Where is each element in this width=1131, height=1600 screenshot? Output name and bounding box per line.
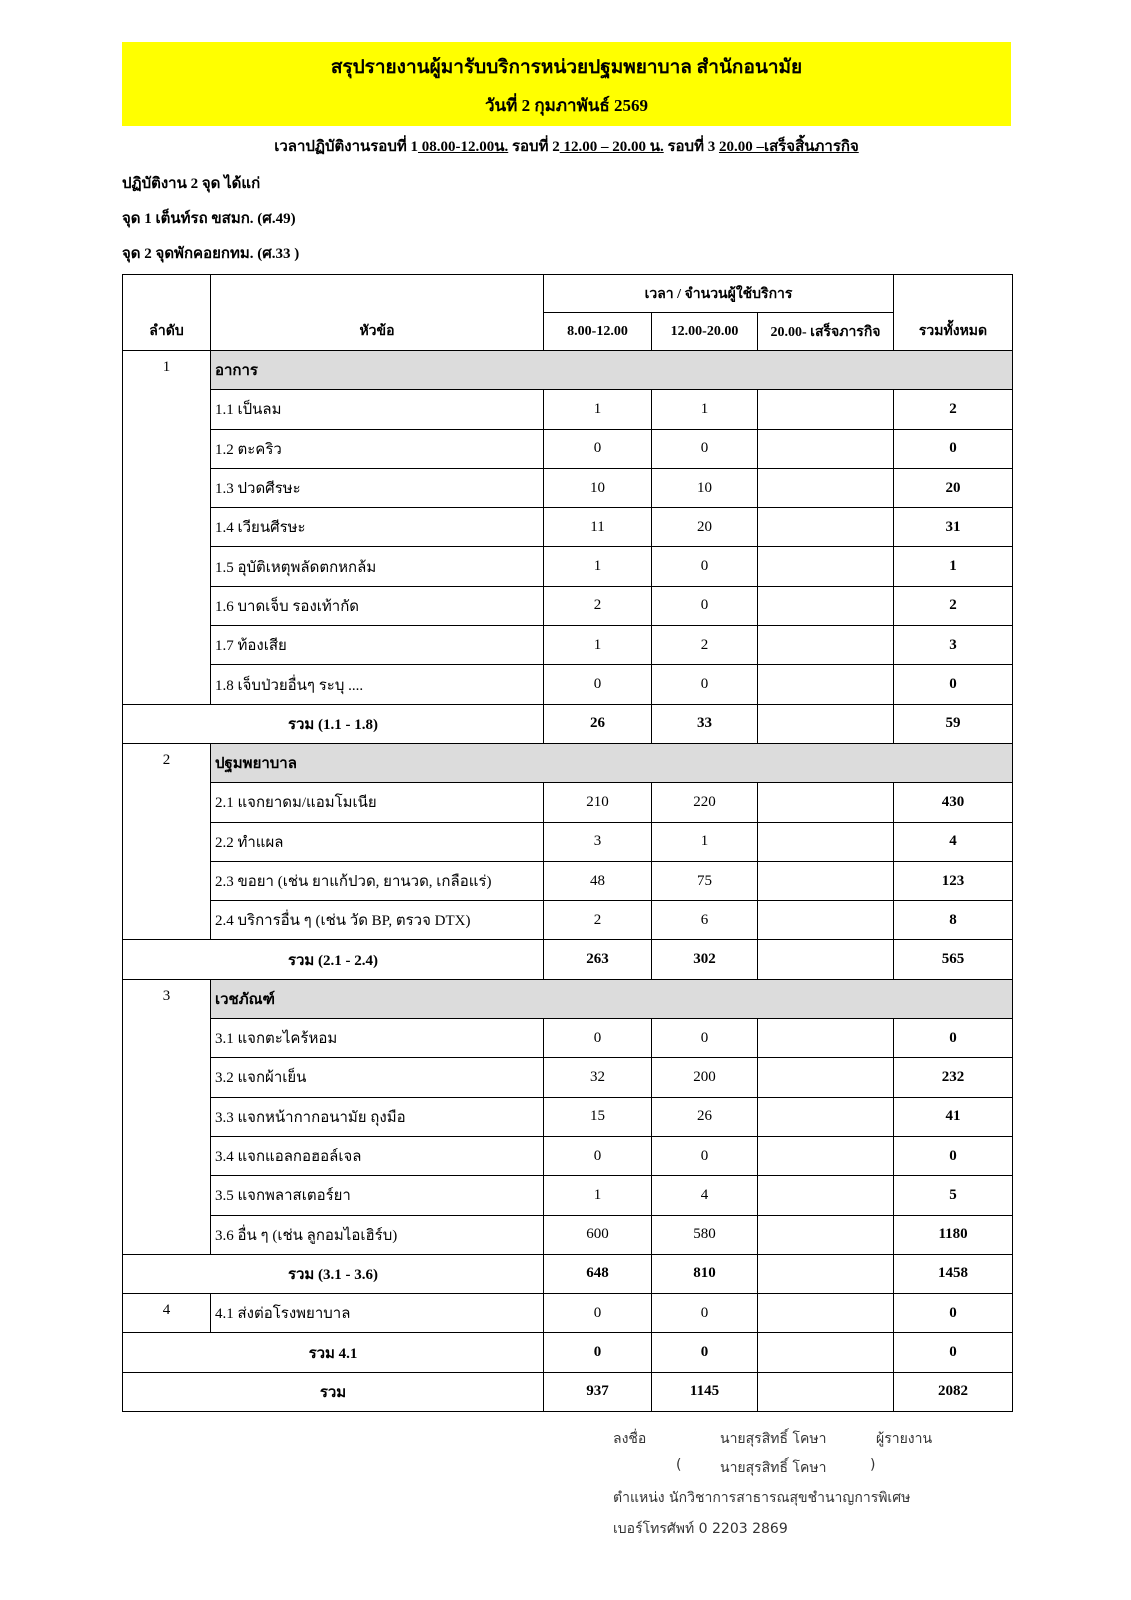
section-header-row: [123, 743, 1013, 782]
point-2: จุด 2 จุดพักคอยกทม. (ศ.33 ): [122, 246, 300, 262]
title-banner: [122, 42, 1011, 126]
shift-times: [122, 134, 1011, 158]
subtotal-row: [123, 940, 1013, 979]
item-label: 2.2 ทำแผล: [211, 822, 544, 861]
sign-label: ลงชื่อ: [613, 1431, 647, 1447]
value-t3: [758, 1176, 894, 1215]
value-t2: 26: [652, 1097, 758, 1136]
value-total: 20: [894, 468, 1013, 507]
value-t1: 10: [544, 468, 652, 507]
value-t1: 15: [544, 1097, 652, 1136]
subtotal-t1: 0: [544, 1333, 652, 1372]
table-row: [123, 861, 1013, 900]
subtotal-row: [123, 704, 1013, 743]
table-row: [123, 783, 1013, 822]
value-t1: 0: [544, 1294, 652, 1333]
subtotal-label: รวม (2.1 - 2.4): [123, 940, 544, 979]
value-t3: [758, 1019, 894, 1058]
value-t2: 0: [652, 1019, 758, 1058]
value-t2: 4: [652, 1176, 758, 1215]
table-row: [123, 1097, 1013, 1136]
item-label: 1.2 ตะคริว: [211, 429, 544, 468]
subtotal-t3: [758, 1254, 894, 1293]
signer-role: ผู้รายงาน: [876, 1431, 933, 1447]
value-total: 0: [894, 1136, 1013, 1175]
value-t1: 11: [544, 508, 652, 547]
table-row: [123, 901, 1013, 940]
section-title: เวชภัณฑ์: [211, 979, 1013, 1018]
value-t1: 0: [544, 1019, 652, 1058]
subtotal-total: 1458: [894, 1254, 1013, 1293]
table-row: [123, 1058, 1013, 1097]
value-t3: [758, 861, 894, 900]
section-number: 2: [123, 743, 211, 939]
value-t2: 20: [652, 508, 758, 547]
value-t3: [758, 901, 894, 940]
subtotal-total: 0: [894, 1333, 1013, 1372]
shift-1-label: เวลาปฏิบัติงานรอบที่ 1: [274, 139, 418, 155]
subtotal-t3: [758, 940, 894, 979]
grand-total-t1: 937: [544, 1372, 652, 1411]
value-t3: [758, 586, 894, 625]
section-title: ปฐมพยาบาล: [211, 743, 1013, 782]
subtotal-t2: 0: [652, 1333, 758, 1372]
col-t2-header: 12.00-20.00: [652, 313, 758, 351]
grand-total-value: 2082: [894, 1372, 1013, 1411]
subtotal-label: รวม (1.1 - 1.8): [123, 704, 544, 743]
subtotal-total: 59: [894, 704, 1013, 743]
grand-total-row: [123, 1372, 1013, 1411]
section-header-row: [123, 351, 1013, 390]
value-t1: 1: [544, 1176, 652, 1215]
value-t3: [758, 547, 894, 586]
value-t2: 10: [652, 468, 758, 507]
value-t1: 210: [544, 783, 652, 822]
item-label: 3.3 แจกหน้ากากอนามัย ถุงมือ: [211, 1097, 544, 1136]
subtotal-t2: 810: [652, 1254, 758, 1293]
value-t2: 0: [652, 429, 758, 468]
value-t1: 48: [544, 861, 652, 900]
value-t1: 32: [544, 1058, 652, 1097]
shift-3-time: 20.00 –เสร็จสิ้นภารกิจ: [718, 139, 859, 155]
value-t3: [758, 665, 894, 704]
value-t1: 2: [544, 586, 652, 625]
value-t3: [758, 468, 894, 507]
subtotal-t2: 302: [652, 940, 758, 979]
value-t3: [758, 822, 894, 861]
shift-2-label: รอบที่ 2: [508, 139, 560, 155]
shift-1-time: 08.00-12.00น.: [417, 139, 509, 155]
signer-phone: เบอร์โทรศัพท์ 0 2203 2869: [613, 1521, 788, 1537]
grand-total-t2: 1145: [652, 1372, 758, 1411]
value-t1: 0: [544, 1136, 652, 1175]
table-row: [123, 429, 1013, 468]
value-t3: [758, 1136, 894, 1175]
table-row: [123, 822, 1013, 861]
section-number: 3: [123, 979, 211, 1254]
value-t3: [758, 429, 894, 468]
item-label: 1.3 ปวดศีรษะ: [211, 468, 544, 507]
value-t3: [758, 390, 894, 429]
col-time-group-header: เวลา / จำนวนผู้ใช้บริการ: [544, 275, 894, 313]
subtotal-total: 565: [894, 940, 1013, 979]
value-total: 0: [894, 1019, 1013, 1058]
subtotal-t2: 33: [652, 704, 758, 743]
subtotal-t3: [758, 1333, 894, 1372]
section-number: 4: [123, 1294, 211, 1333]
value-t1: 1: [544, 390, 652, 429]
points-intro: ปฏิบัติงาน 2 จุด ได้แก่: [122, 176, 261, 192]
value-total: 1180: [894, 1215, 1013, 1254]
table-row: [123, 665, 1013, 704]
item-label: 2.3 ขอยา (เช่น ยาแก้ปวด, ยานวด, เกลือแร่): [211, 861, 544, 900]
table-row: [123, 1176, 1013, 1215]
value-t2: 1: [652, 390, 758, 429]
table-row: [123, 586, 1013, 625]
report-title: สรุปรายงานผู้มารับบริการหน่วยปฐมพยาบาล สำนักอนามัย: [330, 57, 803, 78]
value-t1: 1: [544, 547, 652, 586]
value-t2: 220: [652, 783, 758, 822]
table-row: [123, 508, 1013, 547]
value-t3: [758, 1294, 894, 1333]
col-t3-header: 20.00- เสร็จภารกิจ: [758, 313, 894, 351]
col-t1-header: 8.00-12.00: [544, 313, 652, 351]
section-header-row: [123, 979, 1013, 1018]
grand-total-t3: [758, 1372, 894, 1411]
item-label: 3.2 แจกผ้าเย็น: [211, 1058, 544, 1097]
value-total: 123: [894, 861, 1013, 900]
subtotal-t1: 263: [544, 940, 652, 979]
col-seq-header: ลำดับ: [123, 275, 211, 351]
value-t2: 6: [652, 901, 758, 940]
shift-3-label: รอบที่ 3: [663, 139, 719, 155]
table-row: [123, 390, 1013, 429]
value-total: 2: [894, 390, 1013, 429]
value-t1: 0: [544, 429, 652, 468]
table-row: [123, 626, 1013, 665]
subtotal-label: รวม (3.1 - 3.6): [123, 1254, 544, 1293]
value-t2: 0: [652, 1136, 758, 1175]
item-label: 1.7 ท้องเสีย: [211, 626, 544, 665]
table-row: [123, 547, 1013, 586]
col-total-header: รวมทั้งหมด: [894, 275, 1013, 351]
table-row: [123, 468, 1013, 507]
item-label: 2.4 บริการอื่น ๆ (เช่น วัด BP, ตรวจ DTX): [211, 901, 544, 940]
value-t2: 0: [652, 586, 758, 625]
section-title: อาการ: [211, 351, 1013, 390]
value-total: 2: [894, 586, 1013, 625]
value-total: 5: [894, 1176, 1013, 1215]
signer-name: นายสุรสิทธิ์ โคษา: [720, 1431, 827, 1447]
value-t3: [758, 1215, 894, 1254]
open-paren: (: [676, 1457, 682, 1473]
value-t2: 75: [652, 861, 758, 900]
subtotal-t3: [758, 704, 894, 743]
value-total: 232: [894, 1058, 1013, 1097]
value-t3: [758, 783, 894, 822]
section-number: 1: [123, 351, 211, 705]
value-total: 0: [894, 429, 1013, 468]
value-t1: 1: [544, 626, 652, 665]
item-label: 1.4 เวียนศีรษะ: [211, 508, 544, 547]
value-t1: 0: [544, 665, 652, 704]
col-topic-header: หัวข้อ: [211, 275, 544, 351]
value-t3: [758, 626, 894, 665]
signer-position: ตำแหน่ง นักวิชาการสาธารณสุขชำนาญการพิเศษ: [613, 1490, 911, 1506]
item-label: 2.1 แจกยาดม/แอมโมเนีย: [211, 783, 544, 822]
value-total: 0: [894, 665, 1013, 704]
value-total: 8: [894, 901, 1013, 940]
subtotal-label: รวม 4.1: [123, 1333, 544, 1372]
value-t2: 0: [652, 1294, 758, 1333]
subtotal-row: [123, 1333, 1013, 1372]
item-label: 3.1 แจกตะไคร้หอม: [211, 1019, 544, 1058]
table-row: [123, 1019, 1013, 1058]
value-t3: [758, 508, 894, 547]
value-t2: 1: [652, 822, 758, 861]
item-label: 1.1 เป็นลม: [211, 390, 544, 429]
value-total: 1: [894, 547, 1013, 586]
subtotal-t1: 648: [544, 1254, 652, 1293]
value-total: 41: [894, 1097, 1013, 1136]
table-row: [123, 1294, 1013, 1333]
value-t2: 580: [652, 1215, 758, 1254]
subtotal-row: [123, 1254, 1013, 1293]
report-date: วันที่ 2 กุมภาพันธ์ 2569: [484, 96, 649, 115]
item-label: 1.8 เจ็บป่วยอื่นๆ ระบุ ....: [211, 665, 544, 704]
value-total: 3: [894, 626, 1013, 665]
close-paren: ): [870, 1457, 876, 1473]
value-t3: [758, 1058, 894, 1097]
item-label: 1.6 บาดเจ็บ รองเท้ากัด: [211, 586, 544, 625]
value-total: 0: [894, 1294, 1013, 1333]
item-label: 3.5 แจกพลาสเตอร์ยา: [211, 1176, 544, 1215]
signer-name-print: นายสุรสิทธิ์ โคษา: [720, 1460, 827, 1476]
value-total: 4: [894, 822, 1013, 861]
value-t2: 200: [652, 1058, 758, 1097]
grand-total-label: รวม: [123, 1372, 544, 1411]
item-label: 1.5 อุบัติเหตุพลัดตกหกล้ม: [211, 547, 544, 586]
subtotal-t1: 26: [544, 704, 652, 743]
value-t2: 0: [652, 547, 758, 586]
value-t2: 0: [652, 665, 758, 704]
value-total: 430: [894, 783, 1013, 822]
value-t1: 3: [544, 822, 652, 861]
point-1: จุด 1 เต็นท์รถ ขสมก. (ศ.49): [122, 211, 296, 227]
item-label: 3.4 แจกแอลกอฮอล์เจล: [211, 1136, 544, 1175]
value-total: 31: [894, 508, 1013, 547]
value-t3: [758, 1097, 894, 1136]
table-row: [123, 1136, 1013, 1175]
item-label: 4.1 ส่งต่อโรงพยาบาล: [211, 1294, 544, 1333]
table-row: [123, 1215, 1013, 1254]
service-table: [122, 274, 1013, 1412]
value-t2: 2: [652, 626, 758, 665]
value-t1: 2: [544, 901, 652, 940]
item-label: 3.6 อื่น ๆ (เช่น ลูกอมไอเฮิร์บ): [211, 1215, 544, 1254]
value-t1: 600: [544, 1215, 652, 1254]
shift-2-time: 12.00 – 20.00 น.: [559, 139, 664, 155]
